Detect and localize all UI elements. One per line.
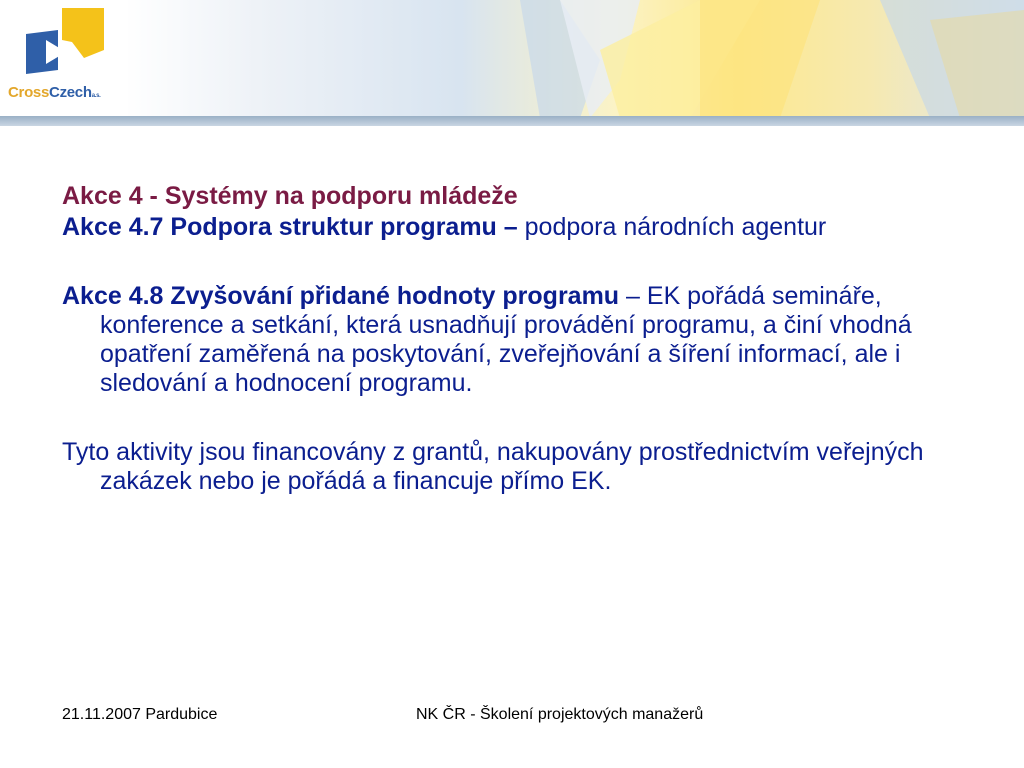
paragraph-text: Tyto aktivity jsou financovány z grantů, nakupovány prostřednictvím veřejných zakázek nebo je pořádá a financuje přímo EK. bbox=[62, 438, 924, 495]
paragraph-bold-lead: Akce 4.7 Podpora struktur programu – bbox=[62, 213, 518, 241]
paragraph-text: podpora národních agentur bbox=[517, 213, 827, 241]
slide-title: Akce 4 - Systémy na podporu mládeže bbox=[62, 182, 518, 210]
logo-text-suffix: a.s. bbox=[91, 93, 101, 99]
crossczech-logo bbox=[0, 0, 128, 118]
logo-text-czech: Czech bbox=[49, 84, 92, 101]
slide-body bbox=[62, 182, 962, 496]
logo-mark-icon bbox=[0, 0, 128, 86]
footer-date-place: 21.11.2007 Pardubice bbox=[62, 706, 218, 723]
header-divider bbox=[0, 116, 1024, 126]
paragraph-text: – EK pořádá semináře, konference a setkání, která usnadňují provádění programu, a činí vhodná opatření zaměřená na poskytování, zveřejňování a šíření informací, ale i sledování a hodnocení programu. bbox=[100, 282, 912, 397]
paragraph-akce-4-7 bbox=[62, 213, 962, 242]
logo-wordmark bbox=[8, 84, 101, 101]
paragraph-bold-lead: Akce 4.8 Zvyšování přidané hodnoty programu bbox=[62, 282, 620, 310]
footer-course-title: NK ČR - Školení projektových manažerů bbox=[416, 706, 704, 723]
slide-header-banner bbox=[0, 0, 1024, 118]
paragraph-akce-4-8 bbox=[62, 282, 962, 398]
logo-text-cross: Cross bbox=[8, 84, 50, 101]
header-decoration bbox=[0, 0, 1024, 118]
paragraph-financing bbox=[62, 438, 962, 496]
